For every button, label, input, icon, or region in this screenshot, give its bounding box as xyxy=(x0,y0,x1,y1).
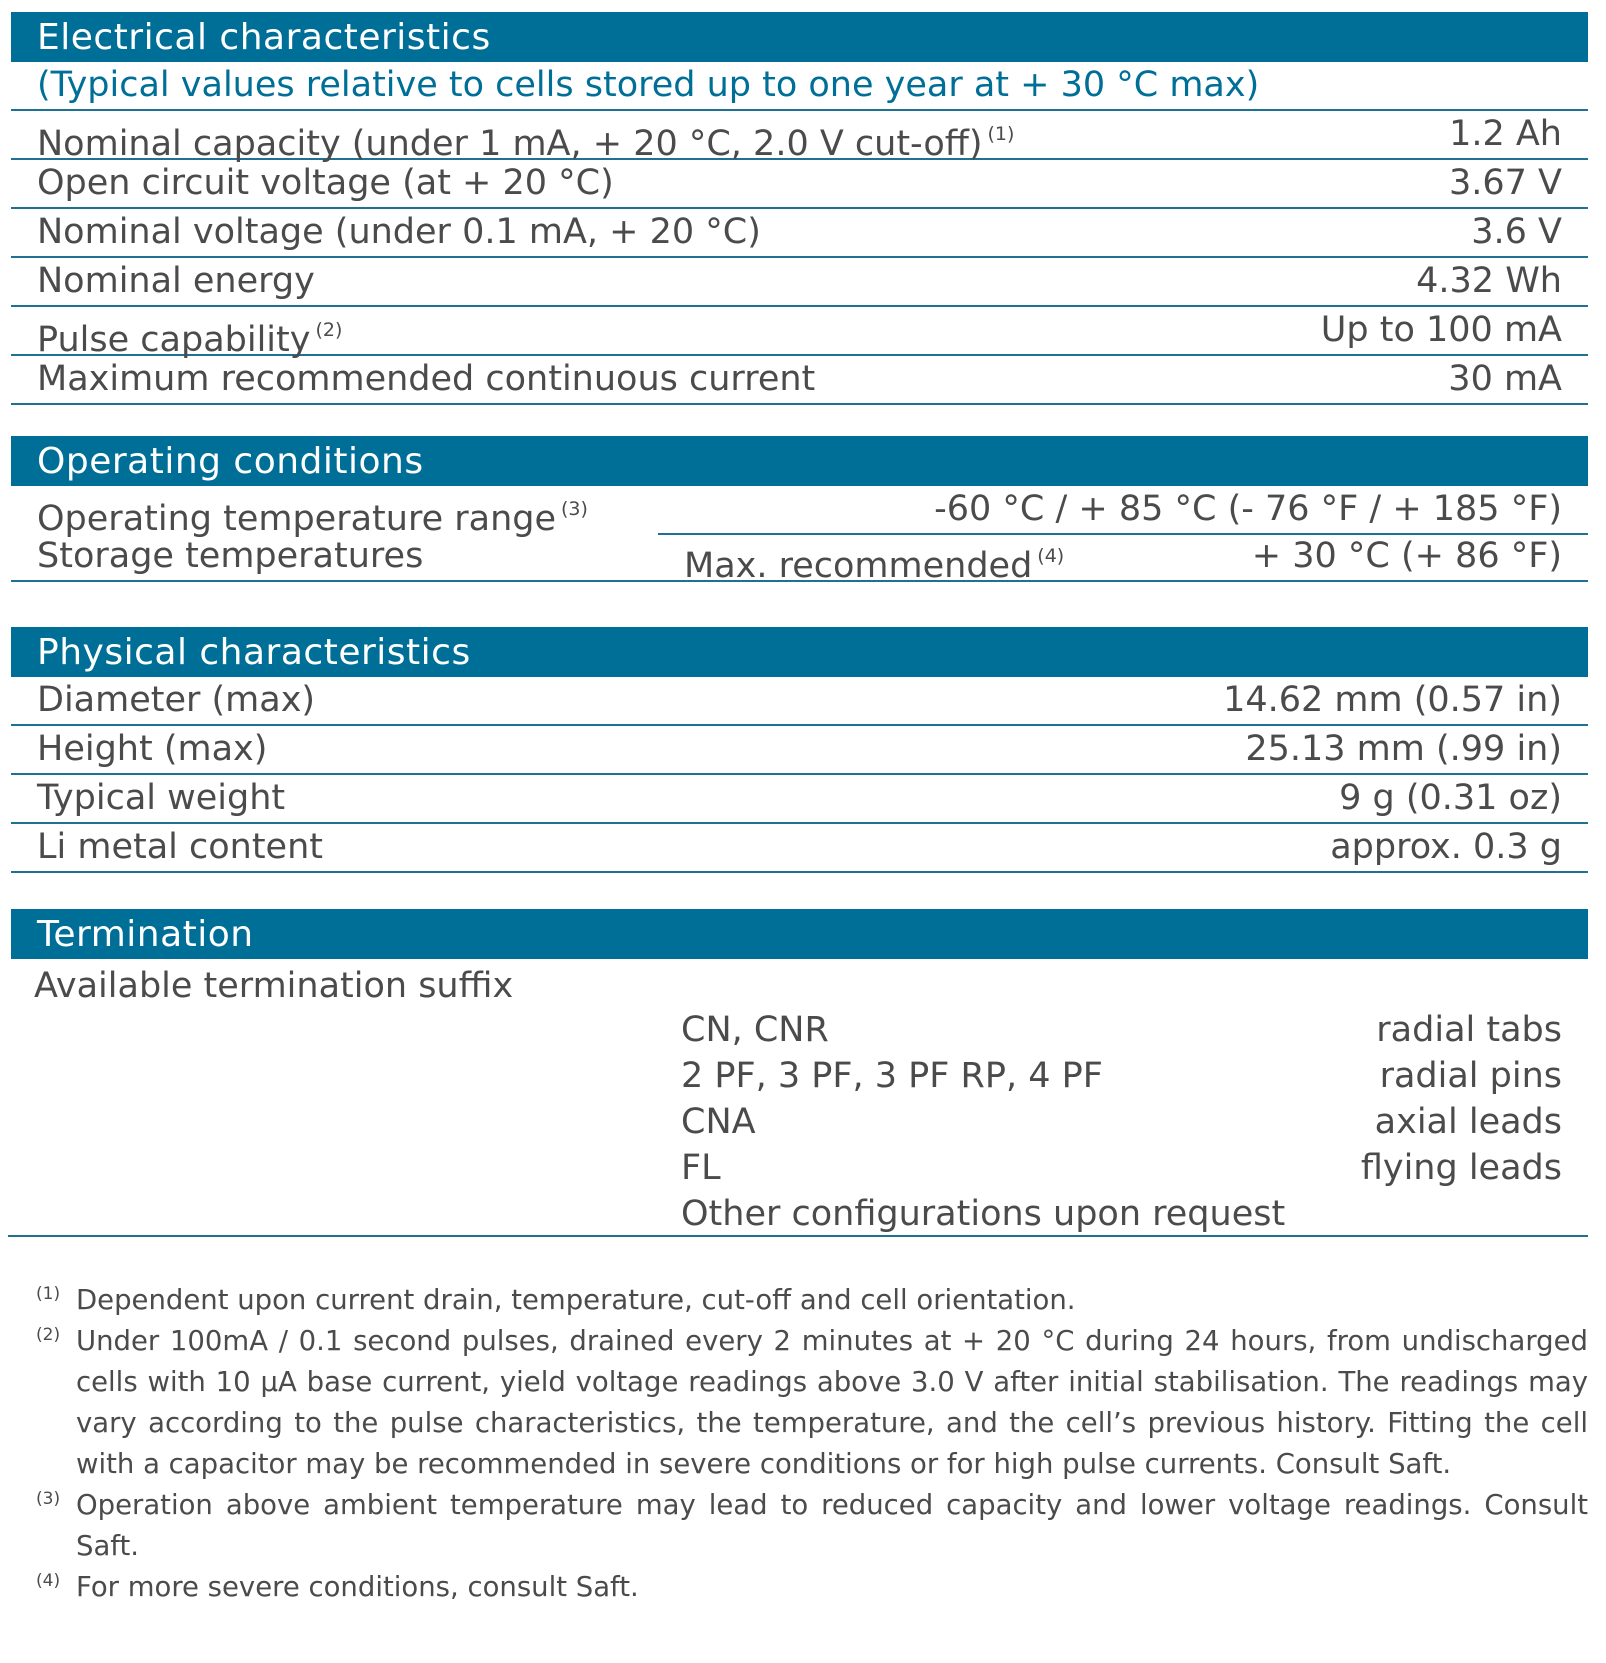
electrical-subtitle: (Typical values relative to cells stored up to one year at + 30 °C max) xyxy=(37,65,1260,105)
spec-row-height xyxy=(11,726,1588,775)
spec-value: 30 mA xyxy=(1448,359,1562,399)
termination-available-label: Available termination suffix xyxy=(34,966,514,1006)
spec-value: 3.6 V xyxy=(1471,212,1562,252)
spec-row-open-circuit-voltage xyxy=(11,160,1588,209)
footnote-text: For more severe conditions, consult Saft. xyxy=(76,1571,639,1603)
termination-code: Other configurations upon request xyxy=(681,1194,1286,1234)
termination-title: Termination xyxy=(11,909,1588,959)
termination-item xyxy=(681,1007,1562,1053)
physical-section xyxy=(11,627,1588,873)
operating-title: Operating conditions xyxy=(11,436,1588,486)
spec-row-nominal-capacity xyxy=(11,111,1588,164)
termination-item xyxy=(681,1191,1562,1237)
termination-desc: axial leads xyxy=(1374,1102,1562,1142)
termination-item xyxy=(681,1145,1562,1191)
footnote-4 xyxy=(36,1567,1588,1608)
footnote-text: Dependent upon current drain, temperature, cut-off and cell orientation. xyxy=(76,1284,1076,1316)
spec-label: Storage temperatures xyxy=(37,536,424,576)
spec-label: Maximum recommended continuous current xyxy=(37,359,816,399)
footnote-mark: (2) xyxy=(36,1325,61,1345)
spec-row-diameter xyxy=(11,677,1588,726)
spec-label: Height (max) xyxy=(37,729,268,769)
spec-value: 9 g (0.31 oz) xyxy=(1339,778,1562,818)
electrical-title: Electrical characteristics xyxy=(11,12,1588,62)
termination-code: CN, CNR xyxy=(681,1010,829,1050)
spec-label: Nominal voltage (under 0.1 mA, + 20 °C) xyxy=(37,212,761,252)
termination-list xyxy=(681,1007,1562,1237)
footnotes xyxy=(36,1280,1588,1608)
termination-code: 2 PF, 3 PF, 3 PF RP, 4 PF xyxy=(681,1056,1103,1096)
termination-code: CNA xyxy=(681,1102,756,1142)
spec-row-max-continuous-current xyxy=(11,356,1588,405)
termination-section xyxy=(8,909,1588,1237)
footnote-mark: (1) xyxy=(36,1284,61,1304)
footnote-2 xyxy=(36,1321,1588,1485)
electrical-section xyxy=(11,12,1588,405)
spec-label: Operating temperature range $^{(3)}$ xyxy=(37,498,588,539)
spec-value: Up to 100 mA xyxy=(1320,310,1562,350)
spec-row-typical-weight xyxy=(11,775,1588,824)
spec-label: Nominal energy xyxy=(37,261,315,301)
spec-label: Diameter (max) xyxy=(37,680,316,720)
physical-title: Physical characteristics xyxy=(11,627,1588,677)
spec-row-li-metal-content xyxy=(11,824,1588,873)
footnote-ref: (3) xyxy=(561,498,588,520)
spec-label: Nominal capacity (under 1 mA, + 20 °C, 2.0 V cut-off) $^{(1)}$ xyxy=(37,123,1015,164)
operating-section xyxy=(11,436,1588,586)
spec-value: 1.2 Ah xyxy=(1449,114,1562,154)
spec-sublabel: Max. recommended $^{(4)}$ xyxy=(684,545,1065,586)
spec-label: Pulse capability $^{(2)}$ xyxy=(37,319,343,360)
spec-value: + 30 °C (+ 86 °F) xyxy=(1251,536,1562,576)
spec-label: Typical weight xyxy=(37,778,286,818)
termination-desc: radial pins xyxy=(1379,1056,1562,1096)
electrical-subtitle-row xyxy=(11,62,1588,111)
footnote-ref: (4) xyxy=(1037,545,1065,567)
termination-desc: flying leads xyxy=(1360,1148,1562,1188)
spec-row-nominal-voltage xyxy=(11,209,1588,258)
footnote-ref: (1) xyxy=(987,123,1015,145)
footnote-mark: (4) xyxy=(36,1571,61,1591)
spec-value: 4.32 Wh xyxy=(1416,261,1562,301)
spec-value: 14.62 mm (0.57 in) xyxy=(1223,680,1562,720)
spec-value: approx. 0.3 g xyxy=(1330,827,1562,867)
termination-desc: radial tabs xyxy=(1376,1010,1562,1050)
spec-row-operating-temperature xyxy=(11,486,1588,539)
spec-label: Open circuit voltage (at + 20 °C) xyxy=(37,163,614,203)
footnote-ref: (2) xyxy=(315,319,343,341)
footnote-mark: (3) xyxy=(36,1489,61,1509)
spec-value: -60 °C / + 85 °C (- 76 °F / + 185 °F) xyxy=(934,489,1562,529)
footnote-1 xyxy=(36,1280,1588,1321)
spec-label: Li metal content xyxy=(37,827,323,867)
termination-item xyxy=(681,1099,1562,1145)
termination-item xyxy=(681,1053,1562,1099)
spec-value: 3.67 V xyxy=(1449,163,1562,203)
termination-block xyxy=(8,959,1588,1237)
footnote-3 xyxy=(36,1485,1588,1567)
spec-row-nominal-energy xyxy=(11,258,1588,307)
termination-code: FL xyxy=(681,1148,721,1188)
footnote-text: Operation above ambient temperature may lead to reduced capacity and lower voltage readings. Consult Saft. xyxy=(76,1489,1588,1562)
spec-value: 25.13 mm (.99 in) xyxy=(1245,729,1562,769)
footnote-text: Under 100mA / 0.1 second pulses, drained every 2 minutes at + 20 °C during 24 hours, from undischarged cells with 10 µA base current, yield voltage readings above 3.0 V after initial stabilisation. The readings may vary according to the pulse characteristics, the temperature, and the cell’s previous history. Fitting the cell with a capacitor may be recommended in severe conditions or for high pulse currents. Consult Saft. xyxy=(76,1325,1588,1480)
spec-row-storage-temperature xyxy=(11,533,1588,586)
spec-row-pulse-capability xyxy=(11,307,1588,360)
